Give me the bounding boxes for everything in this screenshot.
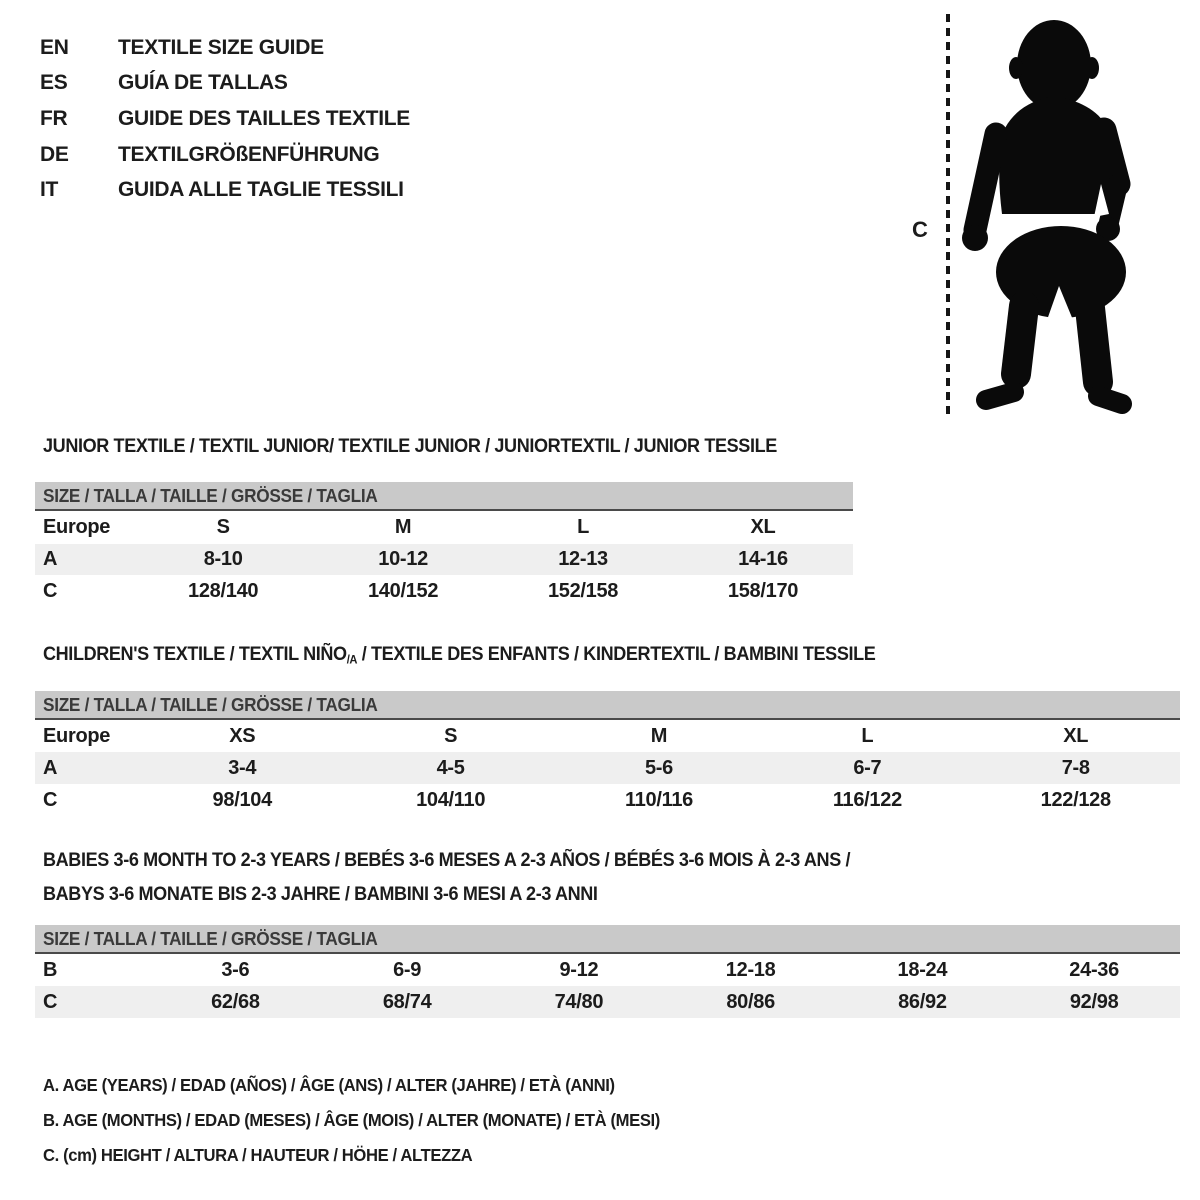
table-row-height [35, 575, 853, 608]
size-header-text: SIZE / TALLA / TAILLE / GRÖSSE / TAGLIA [43, 693, 378, 715]
size-header-bar [35, 925, 1180, 954]
title-subscript: /A [346, 653, 358, 667]
table-row-age [35, 544, 853, 575]
height-cell: 128/140 [188, 580, 259, 602]
language-code: EN [40, 35, 69, 59]
row-label: C [43, 788, 58, 811]
height-cell: 152/158 [547, 580, 619, 602]
age-cell: 7-8 [1061, 756, 1090, 779]
height-cell: 140/152 [367, 580, 439, 602]
size-cell: S [216, 516, 230, 538]
months-cell: 6-9 [393, 958, 422, 981]
language-code: IT [40, 178, 59, 202]
height-cell: 92/98 [1069, 990, 1119, 1013]
size-cell: L [577, 516, 589, 538]
months-cell: 9-12 [559, 958, 599, 981]
babies-table-title-line1 [43, 850, 893, 872]
size-cell: XL [750, 516, 776, 538]
table-row-height [35, 784, 1180, 816]
children-size-table [35, 691, 1180, 816]
language-title: TEXTILGRÖßENFÜHRUNG [118, 142, 380, 166]
row-label: Europe [43, 516, 111, 538]
junior-size-table [35, 482, 853, 608]
legend-text: C. (cm) HEIGHT / ALTURA / HAUTEUR / HÖHE / ALTEZZA [43, 1145, 473, 1165]
legend-text: A. AGE (YEARS) / EDAD (AÑOS) / ÂGE (ANS) / ALTER (JAHRE) / ETÀ (ANNI) [43, 1075, 615, 1095]
legend-height-cm [43, 1138, 692, 1173]
size-cell: S [444, 724, 458, 747]
height-cell: 122/128 [1040, 788, 1111, 811]
height-cell: 98/104 [212, 788, 272, 811]
height-cell: 104/110 [416, 788, 486, 811]
row-label: C [43, 580, 58, 602]
row-label: A [43, 756, 58, 779]
size-header-text: SIZE / TALLA / TAILLE / GRÖSSE / TAGLIA [43, 484, 378, 506]
language-row-it [40, 172, 410, 208]
age-cell: 6-7 [853, 756, 882, 779]
babies-title-text: BABIES 3-6 MONTH TO 2-3 YEARS / BEBÉS 3-6 MESES A 2-3 AÑOS / BÉBÉS 3-6 MOIS À 2-3 ANS / [43, 850, 851, 871]
size-cell: M [650, 724, 668, 747]
height-measure-label: C [912, 217, 928, 242]
row-label: A [43, 548, 58, 570]
size-cell: XS [229, 724, 256, 747]
size-cell: L [861, 724, 874, 747]
junior-table-title [43, 436, 816, 458]
months-cell: 18-24 [897, 958, 948, 981]
age-cell: 3-4 [228, 756, 257, 779]
toddler-silhouette-icon [962, 18, 1142, 416]
title-part: / TEXTILE DES ENFANTS / KINDERTEXTIL / BAMBINI TESSILE [357, 644, 876, 665]
language-row-es [40, 66, 410, 102]
age-cell: 14-16 [738, 548, 788, 570]
title-part: CHILDREN'S TEXTILE / TEXTIL NIÑO [43, 644, 347, 665]
language-title: TEXTILE SIZE GUIDE [118, 35, 324, 59]
size-header-bar [35, 482, 853, 511]
table-row-age [35, 752, 1180, 784]
table-row-height [35, 986, 1180, 1018]
legend-text: B. AGE (MONTHS) / EDAD (MESES) / ÂGE (MOIS) / ALTER (MONATE) / ETÀ (MESI) [43, 1110, 660, 1130]
language-row-en [40, 30, 410, 66]
height-cell: 62/68 [211, 990, 260, 1013]
babies-table-title-line2 [43, 884, 627, 906]
language-title: GUIDE DES TAILLES TEXTILE [118, 106, 410, 130]
height-cell: 110/116 [624, 788, 693, 811]
table-row-months [35, 954, 1180, 986]
row-label: Europe [43, 724, 111, 747]
months-cell: 24-36 [1069, 958, 1119, 981]
height-cell: 74/80 [554, 990, 604, 1013]
language-title: GUÍA DE TALLAS [118, 71, 288, 95]
junior-table-title-text: JUNIOR TEXTILE / TEXTIL JUNIOR/ TEXTILE JUNIOR / JUNIORTEXTIL / JUNIOR TESSILE [43, 436, 777, 457]
age-cell: 8-10 [203, 548, 243, 570]
language-row-fr [40, 101, 410, 137]
height-cell: 158/170 [727, 580, 799, 602]
legend-age-years [43, 1068, 692, 1103]
age-cell: 5-6 [644, 756, 673, 779]
age-cell: 4-5 [436, 756, 465, 779]
size-header-bar [35, 691, 1180, 720]
table-row-europe [35, 720, 1180, 752]
row-label: C [43, 990, 58, 1013]
measure-legend [43, 1068, 692, 1173]
children-table-title [43, 644, 919, 666]
age-cell: 10-12 [378, 548, 428, 570]
size-cell: XL [1063, 724, 1089, 747]
language-list [40, 30, 410, 208]
language-code: FR [40, 106, 68, 130]
language-title: GUIDA ALLE TAGLIE TESSILI [118, 178, 404, 202]
height-cell: 116/122 [832, 788, 902, 811]
months-cell: 3-6 [221, 958, 250, 981]
language-code: DE [40, 142, 69, 166]
months-cell: 12-18 [725, 958, 776, 981]
height-cell: 68/74 [382, 990, 432, 1013]
language-code: ES [40, 71, 68, 95]
height-cell: 86/92 [898, 990, 947, 1013]
table-row-europe [35, 511, 853, 544]
legend-age-months [43, 1103, 692, 1138]
babies-title-text: BABYS 3-6 MONATE BIS 2-3 JAHRE / BAMBINI 3-6 MESI A 2-3 ANNI [43, 884, 598, 905]
size-header-text: SIZE / TALLA / TAILLE / GRÖSSE / TAGLIA [43, 927, 378, 949]
age-cell: 12-13 [558, 548, 608, 570]
babies-size-table [35, 925, 1180, 1018]
size-cell: M [394, 516, 412, 538]
children-table-title-text [43, 644, 875, 666]
height-cell: 80/86 [726, 990, 775, 1013]
height-measure-dashed-line [946, 14, 950, 416]
language-row-de [40, 137, 410, 173]
row-label: B [43, 958, 58, 981]
